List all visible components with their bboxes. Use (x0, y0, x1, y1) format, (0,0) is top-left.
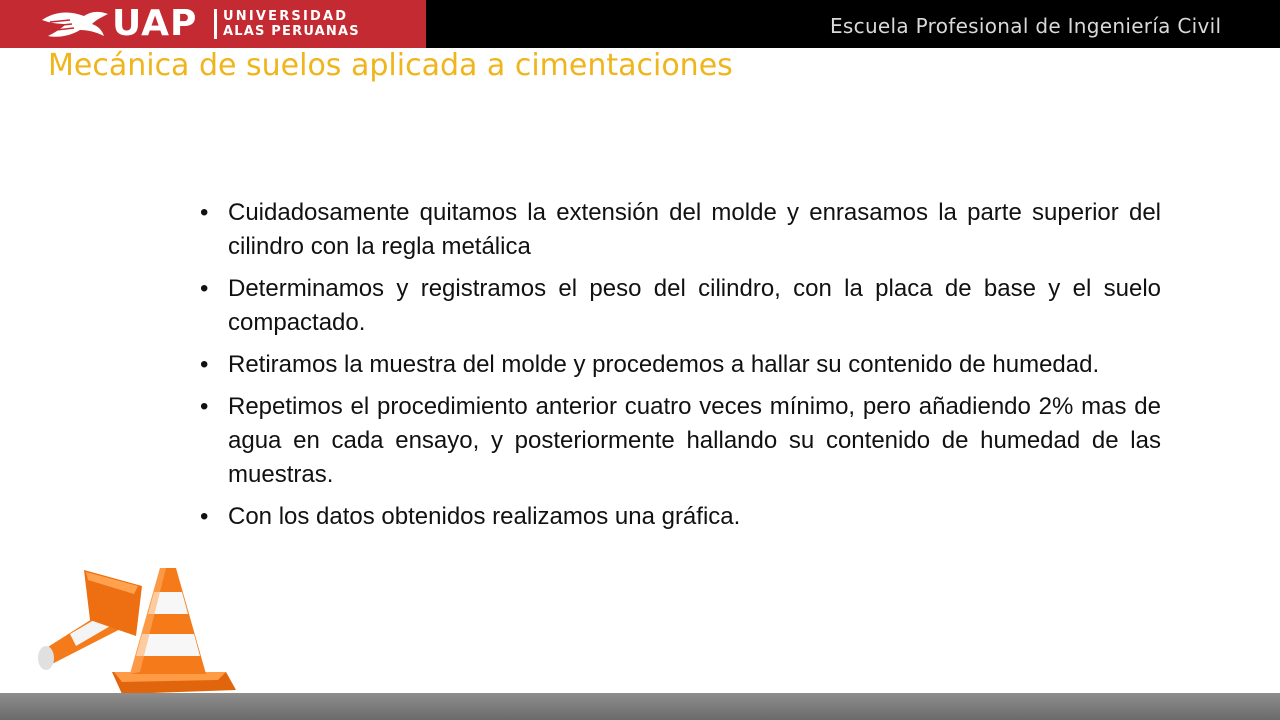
footer-bar (0, 693, 1280, 720)
bullet-text: Retiramos la muestra del molde y procedemos a hallar su contenido de humedad. (228, 351, 1100, 378)
slide-title: Mecánica de suelos aplicada a cimentaciones (48, 48, 733, 83)
bullet-marker: • (200, 351, 209, 378)
logo-acronym: UAP (112, 3, 198, 44)
bullet-marker: • (200, 393, 209, 420)
bullet-marker: • (200, 199, 209, 226)
bullet-text: Determinamos y registramos el peso del cilindro, con la placa de base y el suelo compactado. (228, 275, 1161, 336)
school-name: Escuela Profesional de Ingeniería Civil (830, 14, 1222, 38)
logo-line-2: ALAS PERUANAS (223, 24, 360, 39)
bullet-list (200, 196, 1161, 542)
header-bar (0, 0, 1280, 48)
list-item (200, 390, 1161, 492)
traffic-cones-illustration (30, 560, 240, 695)
university-logo (0, 0, 426, 48)
bullet-marker: • (200, 503, 209, 530)
logo-divider (214, 9, 217, 39)
list-item (200, 500, 1161, 534)
bullet-marker: • (200, 275, 209, 302)
bullet-text: Repetimos el procedimiento anterior cuatro veces mínimo, pero añadiendo 2% mas de agua en cada ensayo, y posteriormente hallando su contenido de humedad de las muestras. (228, 393, 1161, 488)
list-item (200, 272, 1161, 340)
list-item (200, 196, 1161, 264)
bullet-text: Cuidadosamente quitamos la extensión del molde y enrasamos la parte superior del cilindro con la regla metálica (228, 199, 1161, 260)
list-item (200, 348, 1161, 382)
bullet-text: Con los datos obtenidos realizamos una gráfica. (228, 503, 741, 530)
fallen-cone-icon (38, 570, 142, 670)
eagle-icon (40, 6, 112, 42)
logo-line-1: UNIVERSIDAD (223, 9, 349, 24)
